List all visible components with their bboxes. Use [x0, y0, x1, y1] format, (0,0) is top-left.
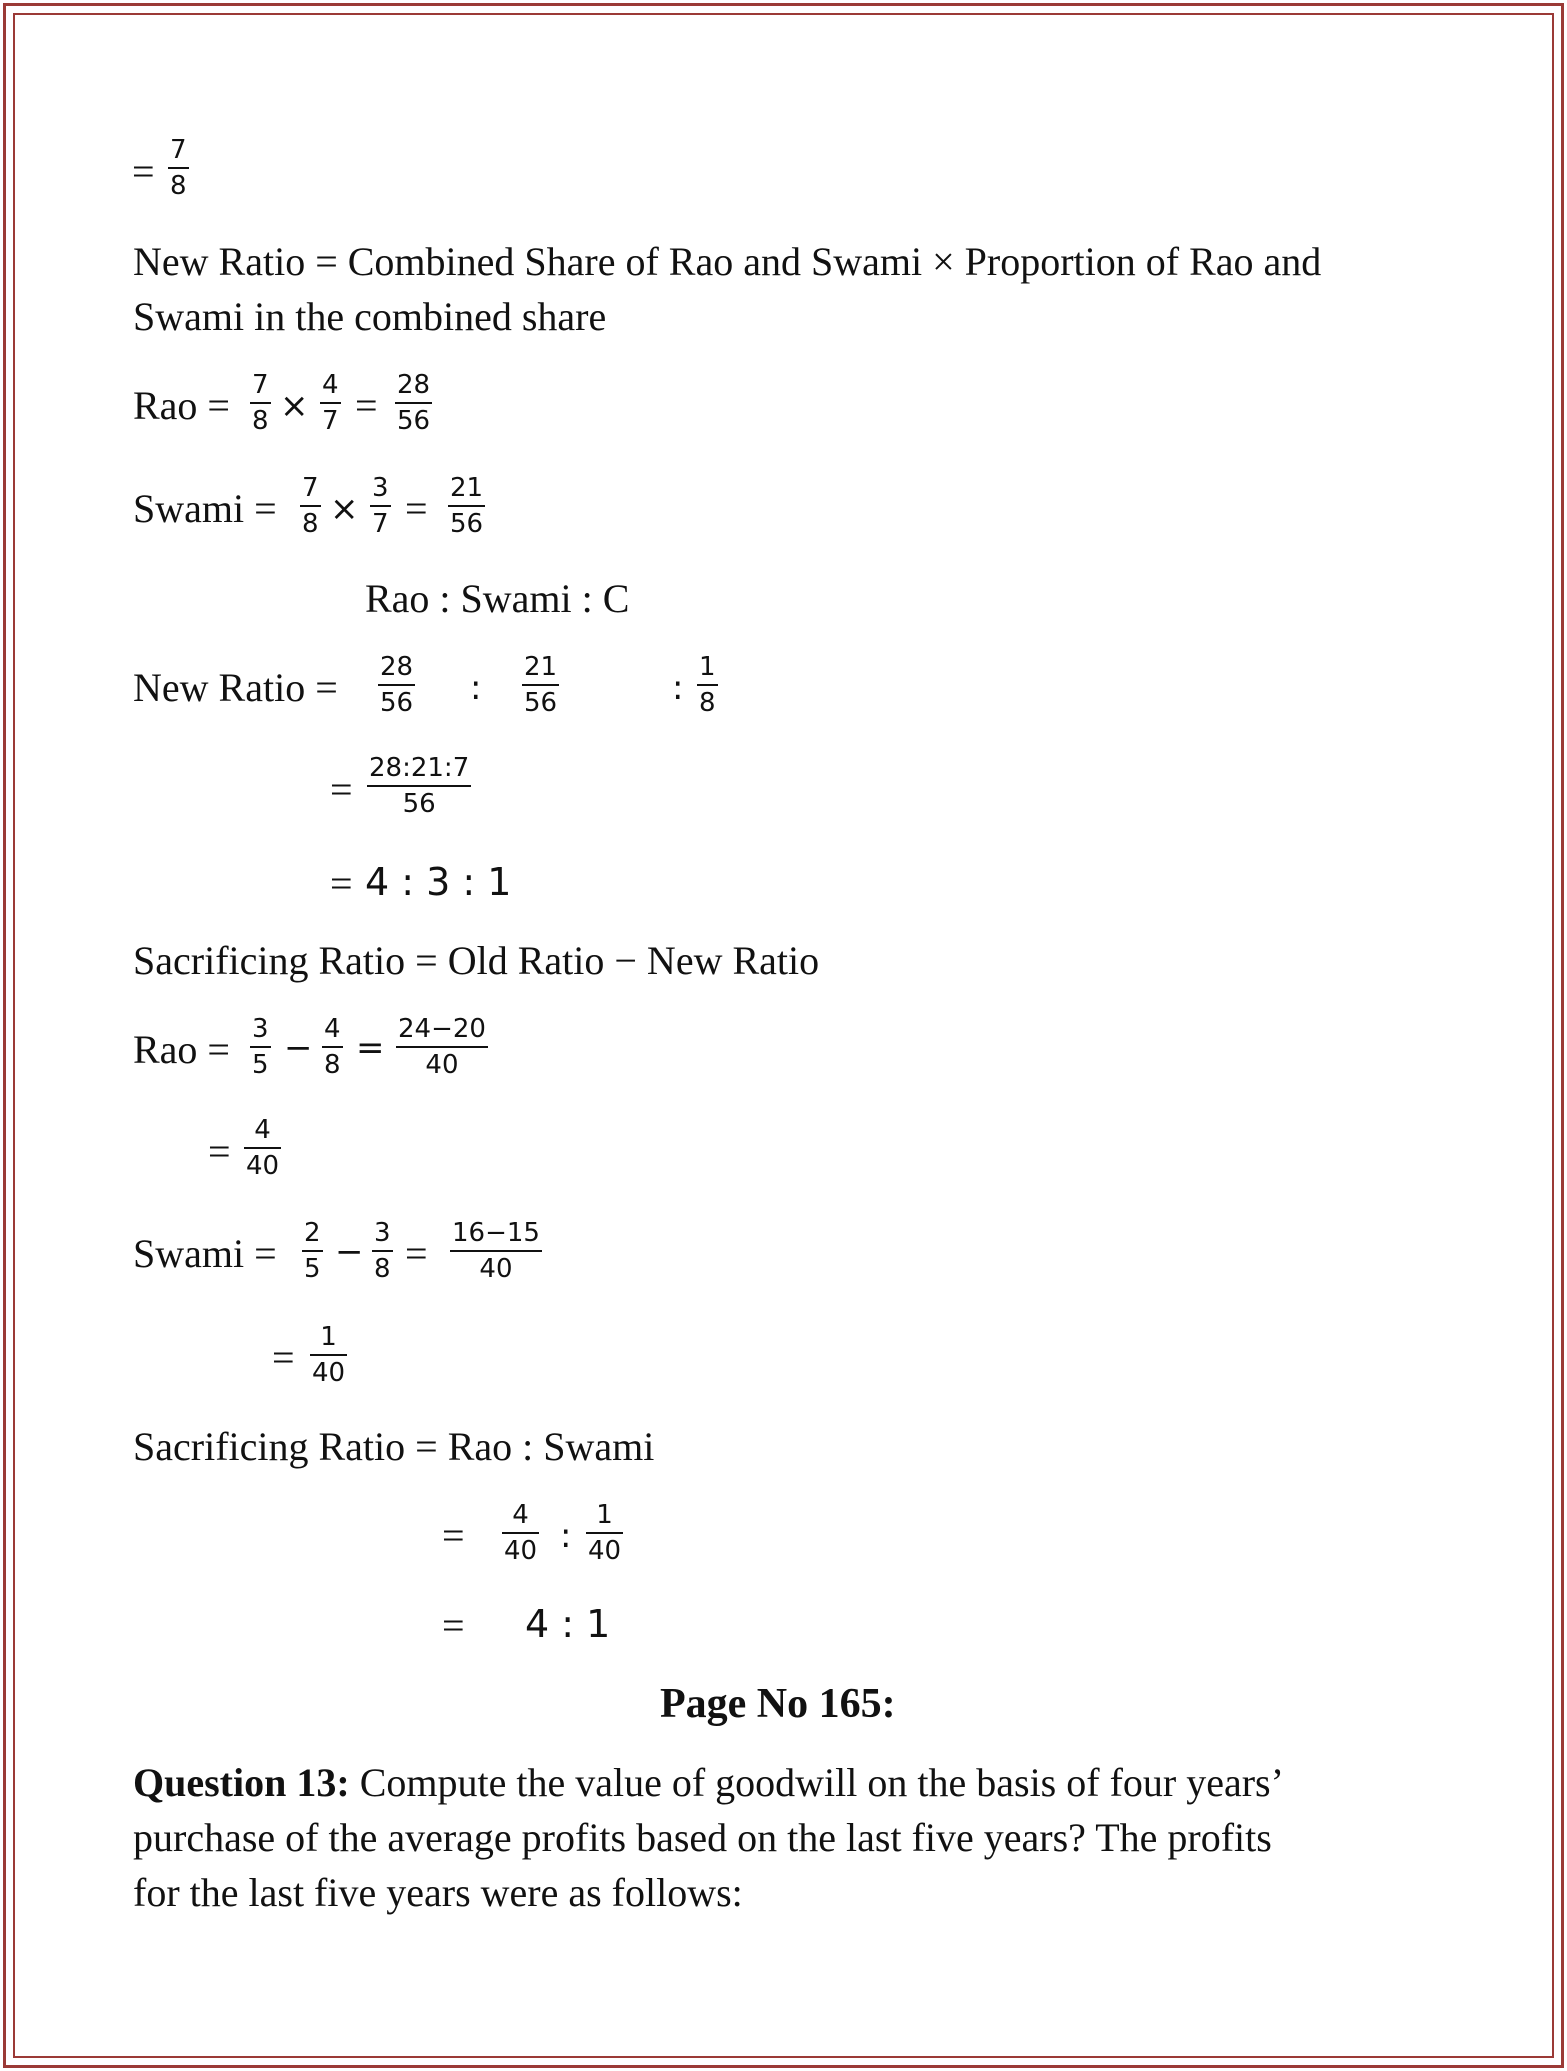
equals-sign: = — [405, 1231, 428, 1276]
colon: : — [470, 668, 482, 708]
question-text-line1: Compute the value of goodwill on the basis of four years’ — [349, 1760, 1284, 1805]
fraction: $\frac{28}{56}$ — [380, 652, 414, 718]
equals-sign: = — [132, 149, 155, 194]
fraction: $\frac{24-20}{40}$ — [398, 1014, 486, 1080]
swami-sacrifice-label: Swami = — [133, 1231, 277, 1276]
new-ratio-definition-line1: New Ratio = Combined Share of Rao and Swami × Proportion of Rao and — [133, 239, 1322, 284]
equals-sign: = — [208, 1129, 231, 1174]
fraction: $\frac{1}{40}$ — [588, 1500, 622, 1566]
colon: : — [560, 1516, 572, 1556]
fraction: $\frac{21}{56}$ — [524, 652, 558, 718]
rao-label: Rao = — [133, 383, 230, 428]
multiply-sign: × — [280, 386, 309, 426]
fraction: $\frac{28}{56}$ — [397, 370, 431, 436]
fraction: $\frac{21}{56}$ — [450, 473, 484, 539]
fraction: $\frac{3}{8}$ — [374, 1218, 391, 1284]
fraction: $\frac{4}{7}$ — [322, 370, 339, 436]
swami-label: Swami = — [133, 486, 277, 531]
fraction: $\frac{7}{8}$ — [302, 473, 319, 539]
fraction: $\frac{4}{40}$ — [246, 1115, 280, 1181]
fraction: $\frac{4}{8}$ — [324, 1014, 341, 1080]
question-text-line2: purchase of the average profits based on the last five years? The profits — [133, 1815, 1272, 1860]
fraction: $\frac{4}{40}$ — [504, 1500, 538, 1566]
new-ratio-result: 4 : 3 : 1 — [365, 860, 512, 904]
sacrificing-ratio-label: Sacrificing Ratio = Rao : Swami — [133, 1424, 655, 1469]
minus-sign: − — [335, 1232, 364, 1272]
equals-sign: = — [330, 767, 353, 812]
fraction: $\frac{7}{8}$ — [170, 135, 187, 201]
page-number-heading: Page No 165: — [660, 1681, 896, 1727]
question-text-line3: for the last five years were as follows: — [133, 1870, 743, 1915]
fraction: $\frac{3}{7}$ — [372, 473, 389, 539]
question-label: Question 13: — [133, 1760, 350, 1805]
new-ratio-label: New Ratio = — [133, 665, 338, 710]
sacrificing-ratio-definition: Sacrificing Ratio = Old Ratio − New Ratio — [133, 938, 820, 983]
colon: : — [672, 668, 684, 708]
equals-sign: = — [405, 486, 428, 531]
question-13 — [133, 1755, 1433, 1920]
sacrificing-ratio-result: 4 : 1 — [525, 1602, 611, 1646]
fraction: $\frac{28:21:7}{56}$ — [369, 753, 470, 819]
fraction: $\frac{2}{5}$ — [304, 1218, 321, 1284]
multiply-sign: × — [330, 489, 359, 529]
ratio-column-header: Rao : Swami : C — [365, 576, 630, 621]
new-ratio-definition-line2: Swami in the combined share — [133, 294, 607, 339]
rao-sacrifice-label: Rao = — [133, 1027, 230, 1072]
fraction: $\frac{3}{5}$ — [252, 1014, 269, 1080]
minus-sign: − — [284, 1028, 313, 1068]
fraction: $\frac{1}{8}$ — [699, 652, 716, 718]
equals-sign: = — [442, 1603, 465, 1648]
equals-sign: = — [356, 1028, 385, 1068]
equals-sign: = — [355, 383, 378, 428]
fraction: $\frac{1}{40}$ — [312, 1322, 346, 1388]
equals-sign: = — [272, 1335, 295, 1380]
equals-sign: = — [442, 1513, 465, 1558]
equals-sign: = — [330, 861, 353, 906]
fraction: $\frac{7}{8}$ — [252, 370, 269, 436]
fraction: $\frac{16-15}{40}$ — [452, 1218, 540, 1284]
